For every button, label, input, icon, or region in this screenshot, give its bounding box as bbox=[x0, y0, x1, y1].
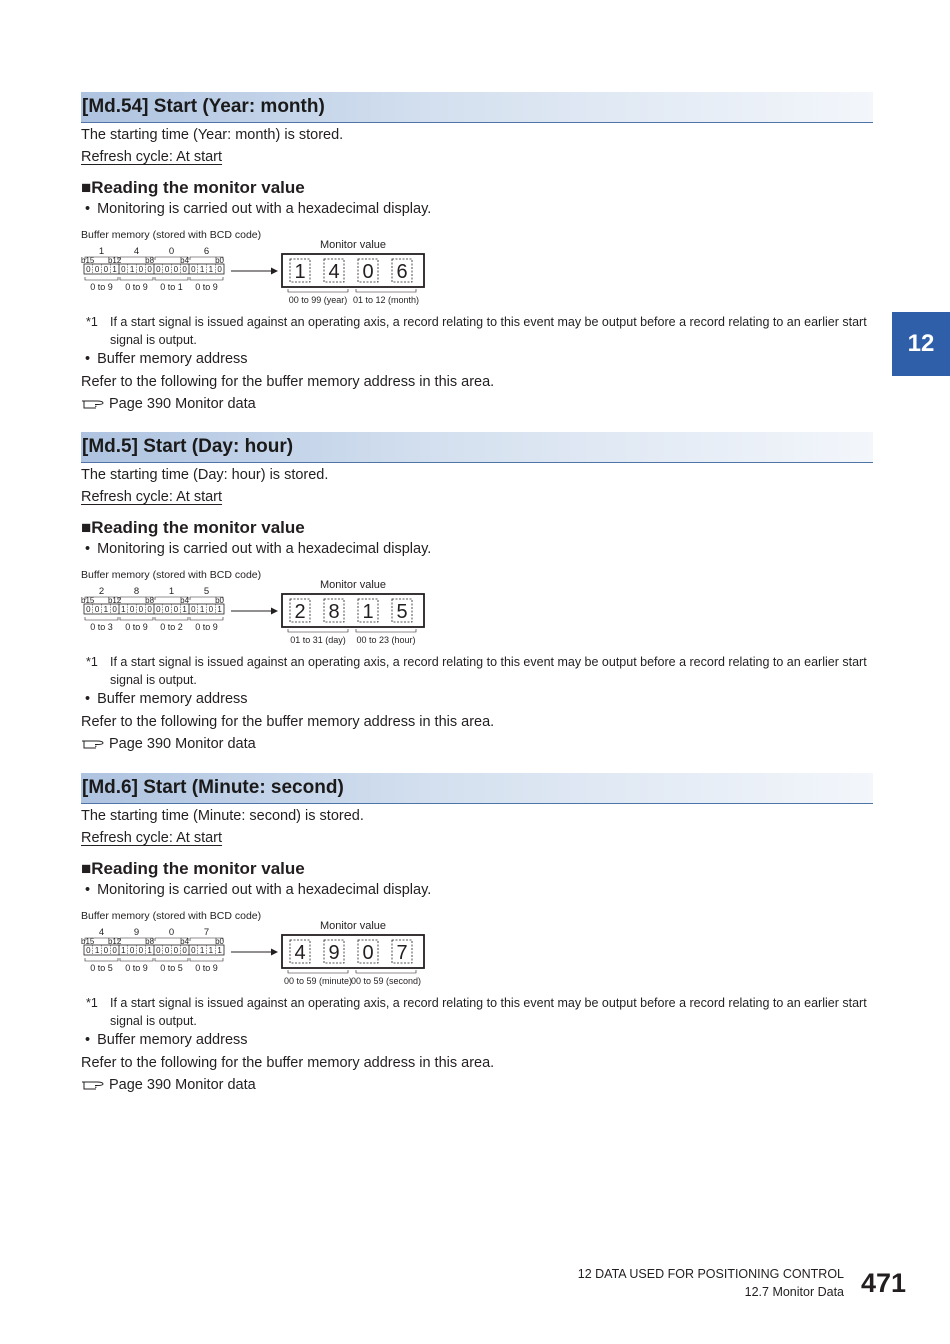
monitor-range-bracket bbox=[288, 970, 348, 973]
bit-label: b0 bbox=[215, 596, 224, 605]
nibble-value: 4 bbox=[98, 927, 105, 938]
bit-cell: 0 bbox=[173, 265, 179, 274]
bit-cell: 0 bbox=[138, 605, 144, 614]
bit-cell: 0 bbox=[86, 605, 91, 614]
monitor-digit: 2 bbox=[294, 601, 306, 623]
section-title: [Md.5] Start (Day: hour) bbox=[81, 432, 873, 463]
monitor-range-label: 00 to 99 (year) bbox=[288, 295, 348, 305]
page-reference[interactable] bbox=[81, 733, 873, 755]
footnote bbox=[81, 654, 873, 689]
bit-cell: 0 bbox=[94, 605, 100, 614]
bit-label: b8 bbox=[145, 937, 155, 946]
chapter-tab[interactable]: 12 bbox=[892, 312, 950, 376]
refresh-cycle: Refresh cycle: At start bbox=[81, 149, 223, 165]
bcd-diagram bbox=[81, 226, 501, 312]
monitor-digit: 1 bbox=[362, 601, 374, 623]
page-reference[interactable] bbox=[81, 1074, 873, 1096]
bullet-display: • Monitoring is carried out with a hexadecimal display. bbox=[81, 199, 873, 220]
bit-label: b15 bbox=[81, 596, 95, 605]
nibble-value: 2 bbox=[98, 586, 105, 597]
bcd-diagram bbox=[81, 907, 501, 993]
bit-label: b8 bbox=[145, 256, 155, 265]
monitor-digit: 4 bbox=[294, 942, 306, 964]
bit-cell: 0 bbox=[112, 605, 117, 614]
nibble-value: 4 bbox=[133, 246, 140, 257]
bullet-display: • Monitoring is carried out with a hexadecimal display. bbox=[81, 880, 873, 901]
arrow-head-icon bbox=[271, 949, 278, 956]
page-number: 471 bbox=[861, 1268, 907, 1298]
pointing-hand-icon bbox=[81, 737, 106, 751]
range-label: 0 to 1 bbox=[160, 282, 183, 292]
bit-cell: 0 bbox=[147, 605, 152, 614]
nibble-value: 0 bbox=[168, 246, 175, 257]
range-bracket bbox=[155, 958, 188, 961]
range-bracket bbox=[85, 958, 118, 961]
range-label: 0 to 5 bbox=[160, 963, 183, 973]
bit-label: b15 bbox=[81, 256, 95, 265]
range-label: 0 to 9 bbox=[195, 622, 218, 632]
bit-cell: 0 bbox=[164, 605, 170, 614]
range-label: 0 to 2 bbox=[160, 622, 183, 632]
range-label: 0 to 3 bbox=[90, 622, 113, 632]
reading-heading: ■Reading the monitor value bbox=[81, 178, 305, 197]
monitor-digit: 8 bbox=[328, 601, 340, 623]
monitor-label: Monitor value bbox=[319, 920, 387, 932]
bit-label: b12 bbox=[107, 256, 122, 265]
monitor-digit: 7 bbox=[396, 942, 408, 964]
pointing-hand-icon bbox=[81, 1078, 106, 1092]
bcd-figure bbox=[81, 907, 501, 993]
section-md5 bbox=[81, 432, 873, 755]
footer-section: 12.7 Monitor Data bbox=[744, 1285, 844, 1299]
monitor-range-label: 00 to 59 (second) bbox=[350, 976, 422, 986]
bit-cell: 1 bbox=[121, 946, 126, 955]
footnote-mark: *1 bbox=[86, 996, 98, 1010]
footnote bbox=[81, 314, 873, 349]
bit-cell: 0 bbox=[191, 605, 196, 614]
reading-heading: ■Reading the monitor value bbox=[81, 859, 305, 878]
monitor-range-bracket bbox=[356, 629, 416, 632]
range-bracket bbox=[85, 277, 118, 280]
buffer-caption: Buffer memory (stored with BCD code) bbox=[81, 910, 262, 922]
refresh-cycle-row bbox=[81, 486, 873, 508]
footer-chapter: 12 DATA USED FOR POSITIONING CONTROL bbox=[577, 1267, 844, 1281]
range-label: 0 to 5 bbox=[90, 963, 113, 973]
nibble-value: 7 bbox=[203, 927, 210, 938]
bit-label: b12 bbox=[107, 596, 122, 605]
monitor-range-label: 01 to 31 (day) bbox=[290, 635, 346, 645]
bit-label: b4 bbox=[180, 596, 190, 605]
bit-cell: 1 bbox=[103, 605, 109, 614]
bullet-buffer: • Buffer memory address bbox=[81, 1030, 873, 1051]
monitor-digit: 5 bbox=[396, 601, 408, 623]
monitor-range-bracket bbox=[356, 289, 416, 292]
bit-cell: 1 bbox=[112, 265, 117, 274]
monitor-range-label: 00 to 23 (hour) bbox=[356, 635, 416, 645]
refresh-cycle: Refresh cycle: At start bbox=[81, 489, 223, 505]
footnote bbox=[81, 995, 873, 1030]
bit-cell: 0 bbox=[156, 605, 161, 614]
arrow-head-icon bbox=[271, 268, 278, 275]
page-reference-link[interactable]: Page 390 Monitor data bbox=[109, 396, 256, 412]
range-label: 0 to 9 bbox=[125, 963, 148, 973]
bit-label: b8 bbox=[145, 596, 155, 605]
bullet-display: • Monitoring is carried out with a hexadecimal display. bbox=[81, 539, 873, 560]
bit-cell: 0 bbox=[156, 265, 161, 274]
bit-cell: 0 bbox=[94, 265, 100, 274]
bit-cell: 0 bbox=[173, 946, 179, 955]
bit-cell: 0 bbox=[208, 605, 214, 614]
bit-cell: 0 bbox=[138, 946, 144, 955]
monitor-digit: 0 bbox=[362, 942, 374, 964]
monitor-range-bracket bbox=[356, 970, 416, 973]
bit-cell: 0 bbox=[182, 946, 187, 955]
nibble-value: 9 bbox=[133, 927, 140, 938]
bit-cell: 1 bbox=[217, 946, 222, 955]
refresh-cycle-row bbox=[81, 146, 873, 168]
range-bracket bbox=[155, 277, 188, 280]
bit-cell: 1 bbox=[129, 265, 135, 274]
bit-cell: 0 bbox=[138, 265, 144, 274]
monitor-digit: 9 bbox=[328, 942, 340, 964]
bit-cell: 1 bbox=[199, 946, 205, 955]
range-bracket bbox=[190, 277, 223, 280]
range-bracket bbox=[190, 958, 223, 961]
bit-cell: 0 bbox=[129, 946, 135, 955]
footnote-mark: *1 bbox=[86, 315, 98, 329]
bit-cell: 0 bbox=[86, 946, 91, 955]
bit-label: b15 bbox=[81, 937, 95, 946]
bit-cell: 1 bbox=[147, 946, 152, 955]
bit-cell: 1 bbox=[121, 605, 126, 614]
bit-cell: 0 bbox=[156, 946, 161, 955]
bit-cell: 1 bbox=[94, 946, 100, 955]
bit-label: b4 bbox=[180, 937, 190, 946]
bit-cell: 0 bbox=[191, 946, 196, 955]
nibble-value: 1 bbox=[98, 246, 105, 257]
bit-cell: 0 bbox=[182, 265, 187, 274]
pointing-hand-icon bbox=[81, 397, 106, 411]
range-bracket bbox=[190, 617, 223, 620]
bit-cell: 1 bbox=[208, 946, 214, 955]
bit-cell: 0 bbox=[191, 265, 196, 274]
monitor-label: Monitor value bbox=[319, 239, 387, 251]
bcd-figure bbox=[81, 566, 501, 652]
bit-cell: 0 bbox=[112, 946, 117, 955]
bcd-figure bbox=[81, 226, 501, 312]
bit-cell: 0 bbox=[164, 946, 170, 955]
nibble-value: 1 bbox=[168, 586, 175, 597]
monitor-range-bracket bbox=[288, 629, 348, 632]
buffer-caption: Buffer memory (stored with BCD code) bbox=[81, 229, 262, 241]
range-bracket bbox=[120, 617, 153, 620]
section-description: The starting time (Minute: second) is stored. bbox=[81, 808, 364, 824]
monitor-range-bracket bbox=[288, 289, 348, 292]
range-bracket bbox=[85, 617, 118, 620]
refer-text: Refer to the following for the buffer memory address in this area. bbox=[81, 1055, 495, 1071]
bit-cell: 0 bbox=[121, 265, 126, 274]
reading-heading: ■Reading the monitor value bbox=[81, 518, 305, 537]
bit-label: b0 bbox=[215, 256, 224, 265]
monitor-digit: 0 bbox=[362, 261, 374, 283]
bit-cell: 0 bbox=[86, 265, 91, 274]
bit-cell: 0 bbox=[217, 265, 222, 274]
footnote-text: If a start signal is issued against an operating axis, a record relating to this event may be output before a record relating to an earlier start signal is output. bbox=[110, 315, 867, 347]
nibble-value: 5 bbox=[203, 586, 210, 597]
monitor-range-label: 00 to 59 (minute) bbox=[283, 976, 353, 986]
bit-cell: 0 bbox=[103, 946, 109, 955]
bullet-buffer: • Buffer memory address bbox=[81, 349, 873, 370]
bit-label: b12 bbox=[107, 937, 122, 946]
bit-cell: 1 bbox=[199, 265, 205, 274]
range-label: 0 to 9 bbox=[125, 282, 148, 292]
refer-text: Refer to the following for the buffer memory address in this area. bbox=[81, 374, 495, 390]
range-bracket bbox=[120, 958, 153, 961]
page-reference-link[interactable]: Page 390 Monitor data bbox=[109, 1077, 256, 1093]
bullet-buffer: • Buffer memory address bbox=[81, 689, 873, 710]
page-reference-link[interactable]: Page 390 Monitor data bbox=[109, 736, 256, 752]
range-label: 0 to 9 bbox=[125, 622, 148, 632]
footnote-mark: *1 bbox=[86, 655, 98, 669]
bit-cell: 0 bbox=[164, 265, 170, 274]
page-reference[interactable] bbox=[81, 393, 873, 415]
range-label: 0 to 9 bbox=[90, 282, 113, 292]
nibble-value: 0 bbox=[168, 927, 175, 938]
section-md54 bbox=[81, 92, 873, 415]
section-description: The starting time (Day: hour) is stored. bbox=[81, 467, 329, 483]
nibble-value: 8 bbox=[133, 586, 140, 597]
refresh-cycle: Refresh cycle: At start bbox=[81, 830, 223, 846]
nibble-value: 6 bbox=[203, 246, 210, 257]
bit-cell: 0 bbox=[103, 265, 109, 274]
range-label: 0 to 9 bbox=[195, 963, 218, 973]
refresh-cycle-row bbox=[81, 827, 873, 849]
bcd-diagram bbox=[81, 566, 501, 652]
bit-cell: 0 bbox=[147, 265, 152, 274]
monitor-label: Monitor value bbox=[319, 579, 387, 591]
buffer-caption: Buffer memory (stored with BCD code) bbox=[81, 569, 262, 581]
bit-cell: 1 bbox=[199, 605, 205, 614]
refer-text: Refer to the following for the buffer memory address in this area. bbox=[81, 714, 495, 730]
bit-cell: 1 bbox=[208, 265, 214, 274]
monitor-digit: 6 bbox=[396, 261, 408, 283]
section-title: [Md.54] Start (Year: month) bbox=[81, 92, 873, 123]
section-title: [Md.6] Start (Minute: second) bbox=[81, 773, 873, 804]
footnote-text: If a start signal is issued against an operating axis, a record relating to this event may be output before a record relating to an earlier start signal is output. bbox=[110, 996, 867, 1028]
monitor-range-label: 01 to 12 (month) bbox=[352, 295, 420, 305]
section-description: The starting time (Year: month) is stored. bbox=[81, 127, 344, 143]
section-md6 bbox=[81, 773, 873, 1096]
bit-cell: 0 bbox=[129, 605, 135, 614]
bit-cell: 1 bbox=[217, 605, 222, 614]
arrow-head-icon bbox=[271, 608, 278, 615]
monitor-digit: 4 bbox=[328, 261, 340, 283]
bit-cell: 0 bbox=[173, 605, 179, 614]
footnote-text: If a start signal is issued against an operating axis, a record relating to this event may be output before a record relating to an earlier start signal is output. bbox=[110, 655, 867, 687]
range-bracket bbox=[120, 277, 153, 280]
bit-label: b0 bbox=[215, 937, 224, 946]
range-bracket bbox=[155, 617, 188, 620]
range-label: 0 to 9 bbox=[195, 282, 218, 292]
monitor-digit: 1 bbox=[294, 261, 306, 283]
bit-label: b4 bbox=[180, 256, 190, 265]
bit-cell: 1 bbox=[182, 605, 187, 614]
